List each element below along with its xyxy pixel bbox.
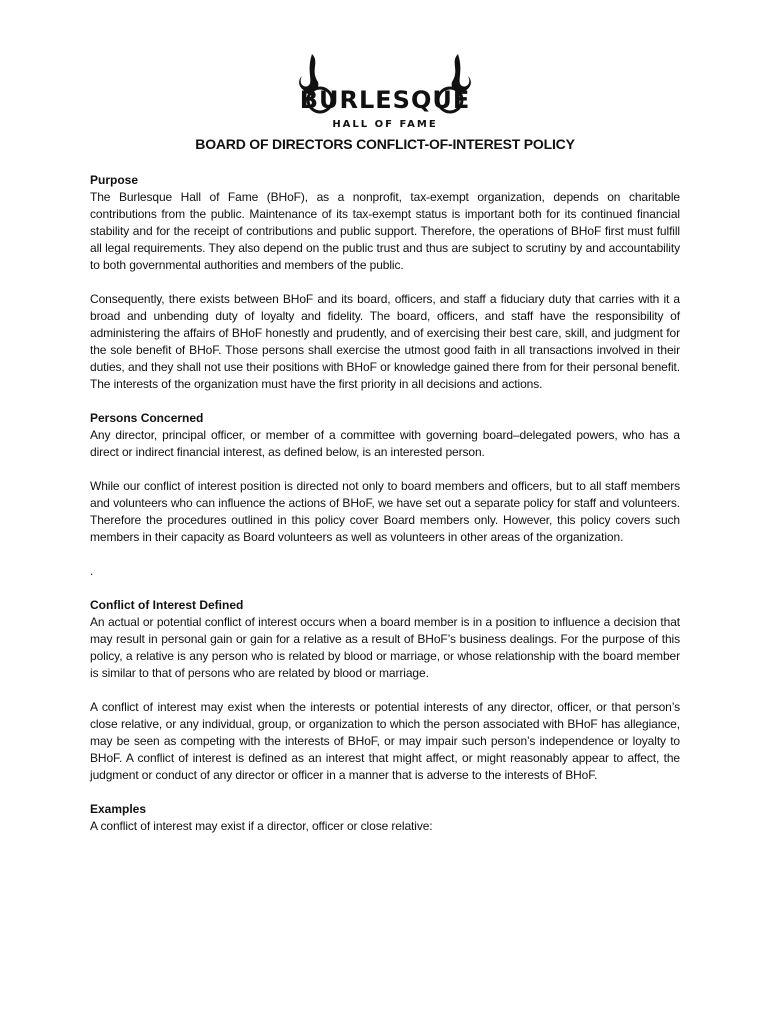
purpose-paragraph-1: The Burlesque Hall of Fame (BHoF), as a nonprofit, tax-exempt organization, depends on charitable contributions from the public. Maintenance of its tax-exempt status is important both for its continued financial stability and for the receipt of contributions and public support. Therefore, the operations of BHoF first must fulfill all legal requirements. They also depend on the public trust and thus are subject to scrutiny by and accountability to both governmental authorities and members of the public.	[90, 190, 680, 272]
persons-paragraph-2: While our conflict of interest position is directed not only to board members and officers, but to all staff members and volunteers who can influence the actions of BHoF, we have set out a separate policy for staff and volunteers. Therefore the procedures outlined in this policy cover Board members only. However, this policy covers such members in their capacity as Board volunteers as well as volunteers in other areas of the organization.	[90, 479, 680, 544]
burlesque-hall-of-fame-logo	[290, 48, 480, 132]
purpose-paragraph-2: Consequently, there exists between BHoF and its board, officers, and staff a fiduciary duty that carries with it a broad and unbending duty of loyalty and fidelity. The board, officers, and staff have the responsibility of administering the affairs of BHoF honestly and prudently, and of exercising their best care, skill, and judgment for the sole benefit of BHoF. Those persons shall exercise the utmost good faith in all transactions involved in their duties, and they shall not use their positions with BHoF or knowledge gained there from for their personal benefit. The interests of the organization must have the first priority in all decisions and actions.	[90, 292, 680, 391]
document-title: BOARD OF DIRECTORS CONFLICT-OF-INTEREST POLICY	[195, 136, 575, 152]
section-heading-persons-concerned: Persons Concerned	[90, 411, 204, 425]
defined-paragraph-2: A conflict of interest may exist when the interests or potential interests of any director, officer, or that person’s close relative, or any individual, group, or organization to which the person associated with BHoF has allegiance, may be seen as competing with the interests of BHoF, or may impair such person’s independence or loyalty to BHoF. A conflict of interest is defined as an interest that might affect, or might reasonably appear to affect, the judgment or conduct of any director or officer in a manner that is adverse to the interests of BHoF.	[90, 700, 680, 782]
stray-dot: .	[90, 564, 94, 578]
section-heading-examples: Examples	[90, 802, 147, 816]
examples-paragraph-1: A conflict of interest may exist if a director, officer or close relative:	[90, 819, 433, 833]
persons-paragraph-1: Any director, principal officer, or member of a committee with governing board–delegated powers, who has a direct or indirect financial interest, as defined below, is an interested person.	[90, 428, 680, 459]
defined-paragraph-1: An actual or potential conflict of interest occurs when a board member is in a position to influence a decision that may result in personal gain or gain for a relative as a result of BHoF’s business dealings. For the purpose of this policy, a relative is any person who is related by blood or marriage, or whose relationship with the board member is similar to that of persons who are related by blood or marriage.	[90, 615, 680, 680]
section-heading-purpose: Purpose	[90, 173, 139, 187]
logo-main-text: BURLESQUE	[299, 86, 471, 114]
document-body	[90, 172, 680, 835]
section-heading-conflict-defined: Conflict of Interest Defined	[90, 598, 244, 612]
logo-graphic	[290, 48, 480, 132]
logo-sub-text: HALL OF FAME	[332, 119, 438, 130]
